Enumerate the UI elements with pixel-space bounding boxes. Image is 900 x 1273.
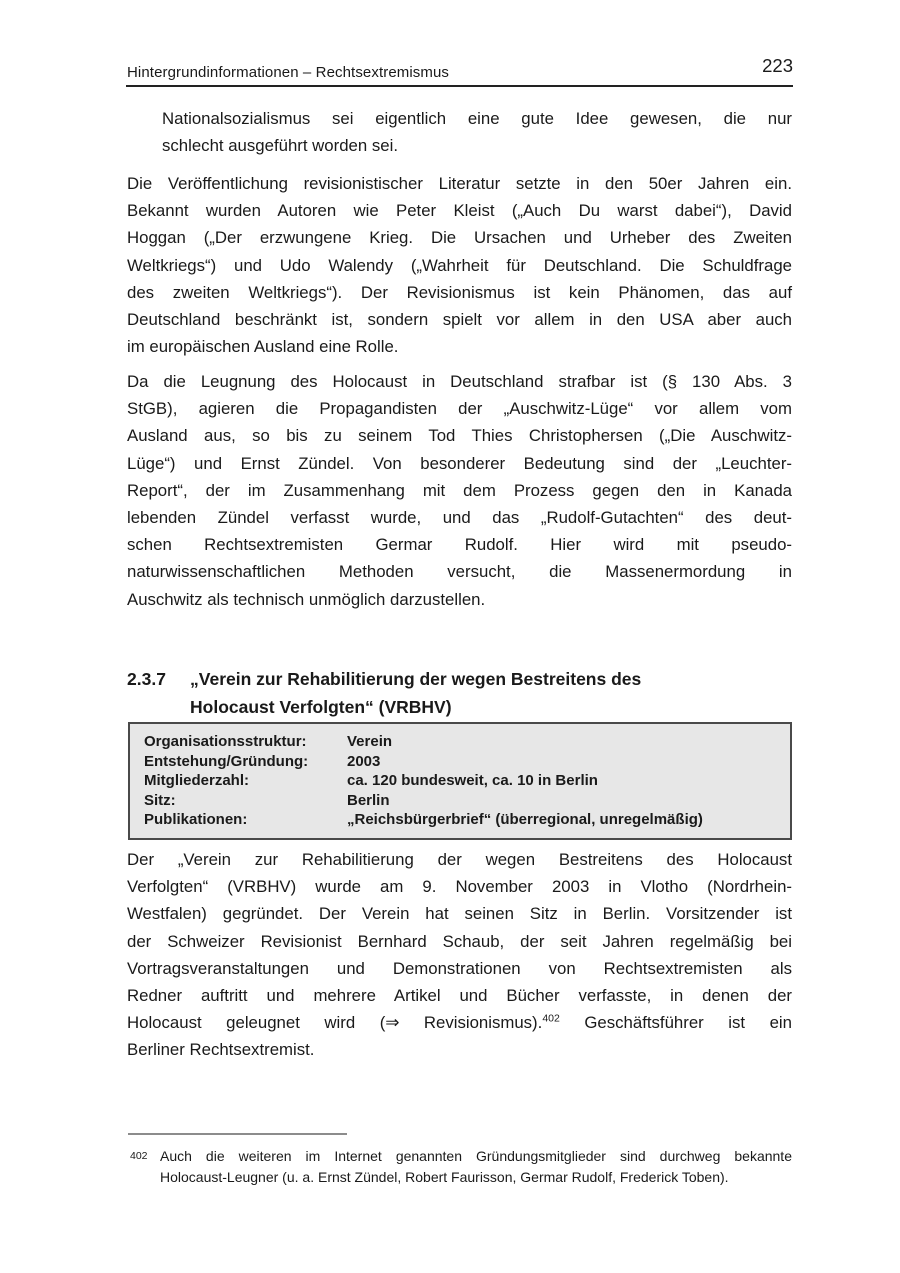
running-header: Hintergrundinformationen – Rechtsextremismus: [127, 64, 450, 81]
text-line: Deutschland beschränkt ist, sondern spielt vor allem in den USA aber auch: [127, 310, 792, 330]
text-line: Ausland aus, so bis zu seinem Tod Thies Christophersen („Die Auschwitz-: [127, 426, 792, 446]
text-line: schen Rechtsextremisten Germar Rudolf. Hier wird mit pseudo-: [127, 535, 792, 555]
section-number: 2.3.7: [127, 669, 166, 689]
text-line: Nationalsozialismus sei eigentlich eine gute Idee gewesen, die nur: [162, 109, 792, 128]
text-line: StGB), agieren die Propagandisten der „Auschwitz-Lüge“ vor allem vom: [127, 399, 792, 419]
info-label: Sitz:: [144, 791, 176, 809]
info-label: Organisationsstruktur:: [144, 733, 307, 750]
text-line: Westfalen) gegründet. Der Verein hat seinen Sitz in Berlin. Vorsitzender ist: [127, 904, 792, 924]
page-number: 223: [762, 55, 793, 76]
info-row: [144, 791, 780, 811]
text-line: Report“, der im Zusammenhang mit dem Prozess gegen den in Kanada: [127, 480, 792, 500]
paragraph-vrbhv: [127, 846, 792, 1064]
info-value: Berlin: [347, 791, 390, 809]
footnote-402: [127, 1146, 792, 1188]
text-line: schlecht ausgeführt worden sei.: [162, 136, 399, 156]
info-value: Verein: [347, 733, 393, 750]
text-segment: Geschäftsführer ist ein: [559, 1013, 792, 1033]
text-segment: Holocaust geleugnet wird (⇒ Revisionismus).: [127, 1013, 543, 1033]
info-row: [144, 752, 780, 772]
text-line: Bekannt wurden Autoren wie Peter Kleist („Auch Du warst dabei“), David: [127, 201, 792, 221]
info-value: 2003: [347, 752, 381, 770]
info-value: ca. 120 bundesweit, ca. 10 in Berlin: [347, 772, 598, 790]
paragraph-continuation: [162, 105, 792, 159]
text-line: Verfolgten“ (VRBHV) wurde am 9. November 2003 in Vlotho (Nordrhein-: [127, 877, 792, 897]
organization-infobox: [128, 722, 792, 840]
info-row: [144, 732, 780, 752]
info-row: [144, 810, 780, 830]
text-line: naturwissenschaftlichen Methoden versucht, die Massenermordung in: [127, 562, 792, 582]
info-row: [144, 771, 780, 791]
text-line: des zweiten Weltkriegs“). Der Revisionismus ist kein Phänomen, das auf: [127, 282, 792, 302]
footnote-text: [160, 1146, 792, 1188]
text-line: Hoggan („Der erzwungene Krieg. Die Ursachen und Urheber des Zweiten: [127, 228, 792, 248]
info-value: „Reichsbürgerbrief“ (überregional, unregelmäßig): [347, 811, 703, 829]
text-line: Auch die weiteren im Internet genannten Gründungsmitglieder sind durchweg bekannte: [160, 1148, 792, 1164]
footnote-reference: 402: [542, 1012, 560, 1025]
text-line: Redner auftritt und mehrere Artikel und Bücher verfasste, in denen der: [127, 986, 792, 1006]
text-line: Berliner Rechtsextremist.: [127, 1040, 315, 1060]
text-line: Holocaust-Leugner (u. a. Ernst Zündel, Robert Faurisson, Germar Rudolf, Frederick Toben).: [160, 1169, 729, 1185]
paragraph-revisionist-literature: [127, 170, 792, 360]
text-line: Die Veröffentlichung revisionistischer Literatur setzte in den 50er Jahren ein.: [127, 174, 792, 193]
text-line: lebenden Zündel verfasst wurde, und das „Rudolf-Gutachten“ des deut-: [127, 508, 792, 528]
text-line: Weltkriegs“) und Udo Walendy („Wahrheit für Deutschland. Die Schuldfrage: [127, 255, 792, 275]
text-line: Lüge“) und Ernst Zündel. Von besonderer Bedeutung sind der „Leuchter-: [127, 453, 792, 473]
section-title: [190, 666, 641, 721]
paragraph-holocaust-denial: [127, 368, 792, 613]
text-line: Vortragsveranstaltungen und Demonstrationen von Rechtsextremisten als: [127, 958, 792, 978]
text-line: [127, 1009, 792, 1036]
info-label: Entstehung/Gründung:: [144, 752, 309, 770]
header-rule: [126, 85, 793, 87]
text-line: im europäischen Ausland eine Rolle.: [127, 337, 399, 357]
info-label: Publikationen:: [144, 811, 248, 829]
text-line: Da die Leugnung des Holocaust in Deutschland strafbar ist (§ 130 Abs. 3: [127, 372, 792, 391]
info-label: Mitgliederzahl:: [144, 772, 250, 790]
text-line: Holocaust Verfolgten“ (VRBHV): [190, 696, 452, 717]
text-line: der Schweizer Revisionist Bernhard Schaub, der seit Jahren regelmäßig bei: [127, 931, 792, 951]
footnote-marker: 402: [130, 1150, 148, 1162]
footnote-rule: [128, 1133, 347, 1135]
text-line: Der „Verein zur Rehabilitierung der wegen Bestreitens des Holocaust: [127, 850, 792, 869]
section-heading: [127, 666, 797, 721]
text-line: Auschwitz als technisch unmöglich darzustellen.: [127, 589, 486, 609]
text-line: „Verein zur Rehabilitierung der wegen Bestreitens des: [190, 669, 642, 689]
